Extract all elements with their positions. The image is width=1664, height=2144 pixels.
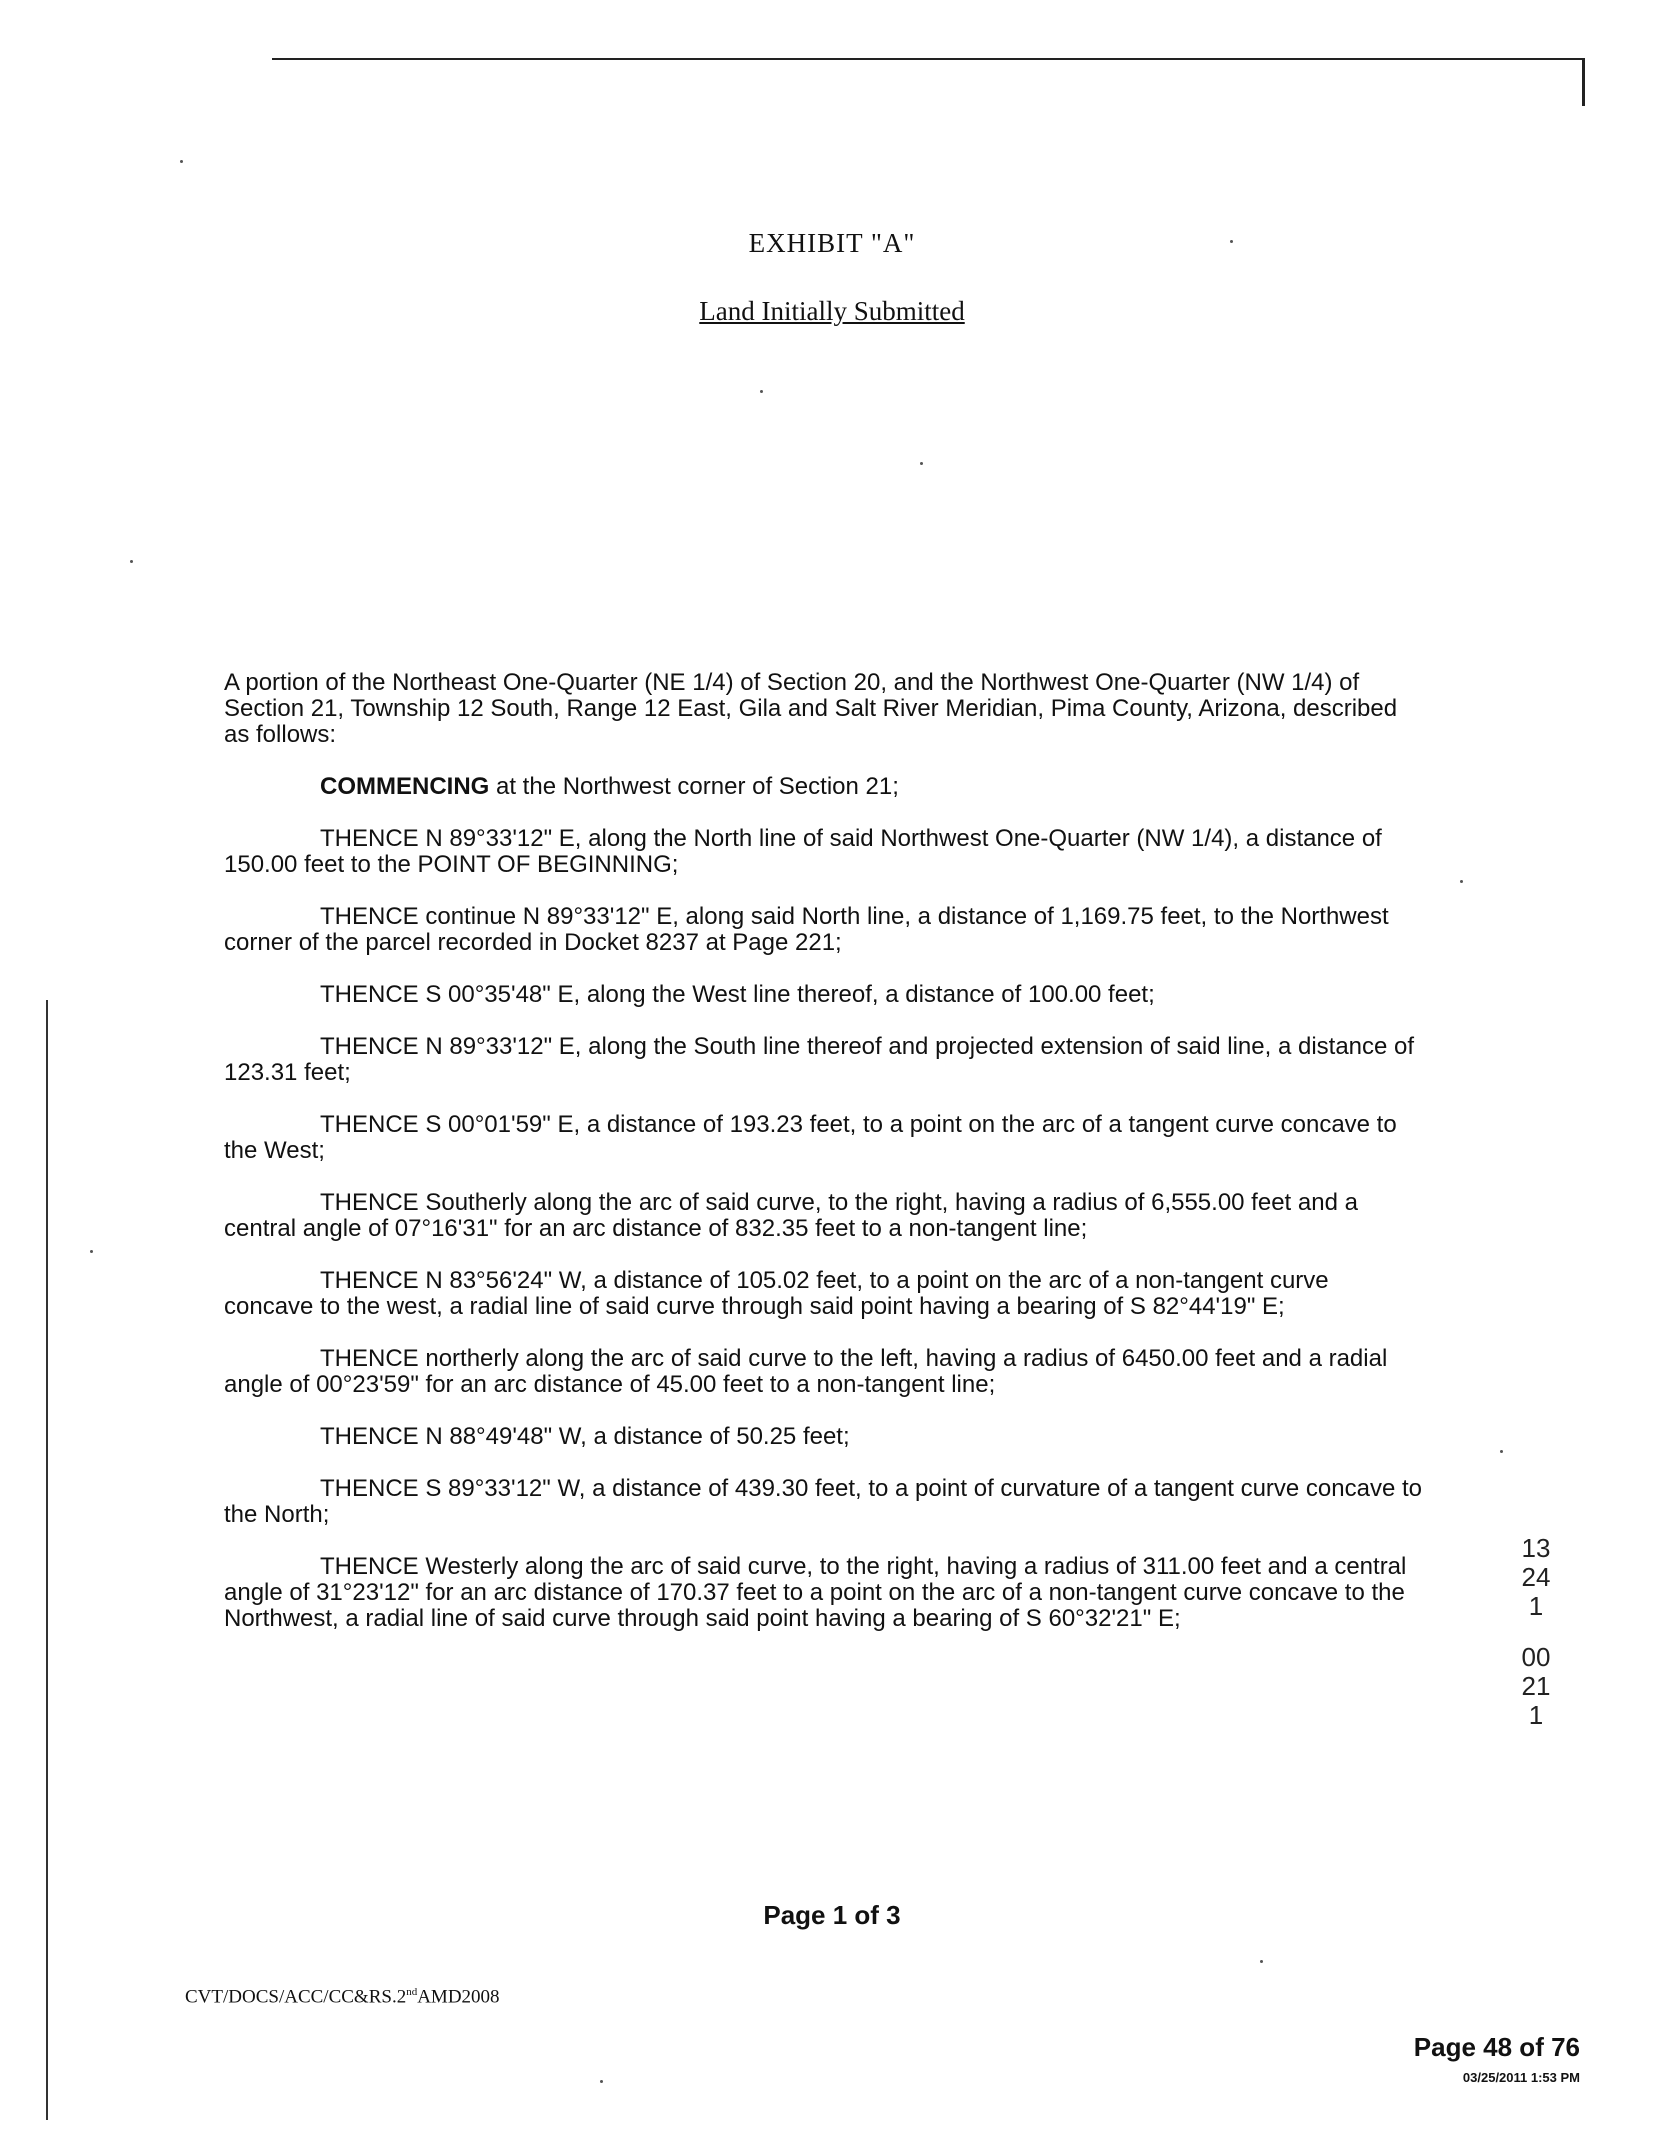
page-count: Page 48 of 76 [1413,2032,1580,2062]
paragraph-lead: THENCE [320,1267,419,1294]
paragraph-commencing [224,774,1424,800]
paragraph-lead: THENCE [320,1033,419,1060]
scan-speck [1500,1450,1503,1453]
top-border-line [272,58,1584,60]
scan-speck [600,2080,603,2083]
paragraph-text: Southerly along the arc of said curve, to the right, having a radius of 6,555.00 feet and a central angle of 07°16'31" for an arc distance of 832.35 feet to a non-tangent line; [224,1189,1358,1242]
paragraph-text: Westerly along the arc of said curve, to the right, having a radius of 311.00 feet and a central angle of 31°23'12" for an arc distance of 170.37 feet to a point on the arc of a non-tangent curve concave to the Northwest, a radial line of said curve through said point having a bearing of S 60°32'21" E; [224,1553,1407,1632]
document-reference [185,1986,500,2008]
paragraph-lead: COMMENCING [320,773,490,800]
paragraph-lead: THENCE [320,1189,419,1216]
paragraph-course [224,1268,1424,1320]
exhibit-title: EXHIBIT "A" [748,228,916,258]
recording-number-gap [1520,1621,1552,1643]
recording-number-part: 13241 [1521,1533,1551,1621]
paragraph-text: at the Northwest corner of Section 21; [489,773,899,800]
paragraph-intro [224,670,1424,748]
scan-speck [90,1250,93,1253]
paragraph-lead: THENCE [320,825,419,852]
paragraph-text: S 00°01'59" E, a distance of 193.23 feet, to a point on the arc of a tangent curve concave to the West; [224,1111,1397,1164]
paragraph-course [224,1190,1424,1242]
scan-speck [1230,240,1233,243]
paragraph-course [224,1424,1424,1450]
scan-speck [920,462,923,465]
paragraph-course [224,904,1424,956]
paragraph-course [224,1034,1424,1086]
paragraph-text: N 88°49'48" W, a distance of 50.25 feet; [418,1423,850,1450]
paragraph-lead: THENCE [320,903,419,930]
paragraph-lead: THENCE [320,1423,419,1450]
scan-speck [130,560,133,563]
doc-ref-suffix: AMD2008 [417,1986,500,2008]
paragraph-text: A portion of the Northeast One-Quarter (NE 1/4) of Section 20, and the Northwest One-Quarter (NW 1/4) of Section 21, Township 12 South, Range 12 East, Gila and Salt River Meridian, Pima County, Arizona, described as follows: [224,669,1398,748]
scan-speck [1260,1960,1263,1963]
recording-number-part: 00211 [1521,1642,1551,1730]
paragraph-text: N 89°33'12" E, along the North line of said Northwest One-Quarter (NW 1/4), a distance of 150.00 feet to the POINT OF BEGINNING; [224,825,1382,878]
paragraph-text: northerly along the arc of said curve to the left, having a radius of 6450.00 feet and a radial angle of 00°23'59" for an arc distance of 45.00 feet to a non-tangent line; [224,1345,1388,1398]
doc-ref-superscript: nd [406,1986,418,1998]
recording-number [1520,1534,1552,1730]
right-border-line [1582,58,1585,106]
scan-speck [760,390,763,393]
print-timestamp: 03/25/2011 1:53 PM [1462,2070,1580,2085]
paragraph-text: N 89°33'12" E, along the South line thereof and projected extension of said line, a distance of 123.31 feet; [224,1033,1415,1086]
paragraph-lead: THENCE [320,1475,419,1502]
paragraph-lead: THENCE [320,1553,419,1580]
paragraph-course [224,1346,1424,1398]
paragraph-lead: THENCE [320,1345,419,1372]
paragraph-text: N 83°56'24" W, a distance of 105.02 feet, to a point on the arc of a non-tangent curve concave to the west, a radial line of said curve through said point having a bearing of S 82°44'19" E; [224,1267,1329,1320]
paragraph-course [224,1112,1424,1164]
exhibit-subtitle: Land Initially Submitted [699,296,965,326]
paragraph-text: S 00°35'48" E, along the West line thereof, a distance of 100.00 feet; [418,981,1155,1008]
scan-speck [1460,880,1463,883]
paragraph-course [224,1476,1424,1528]
paragraph-lead: THENCE [320,1111,419,1138]
doc-ref-main: CVT/DOCS/ACC/CC&RS.2 [185,1986,407,2008]
paragraph-text: continue N 89°33'12" E, along said North line, a distance of 1,169.75 feet, to the Northwest corner of the parcel recorded in Docket 8237 at Page 221; [224,903,1389,956]
paragraph-course [224,982,1424,1008]
scan-speck [180,160,183,163]
paragraph-lead: THENCE [320,981,419,1008]
paragraph-course [224,826,1424,878]
paragraph-course [224,1554,1424,1632]
legal-description [224,670,1424,1658]
page-label: Page 1 of 3 [763,1900,901,1930]
paragraph-text: S 89°33'12" W, a distance of 439.30 feet, to a point of curvature of a tangent curve concave to the North; [224,1475,1423,1528]
left-border-line [46,1000,48,2120]
